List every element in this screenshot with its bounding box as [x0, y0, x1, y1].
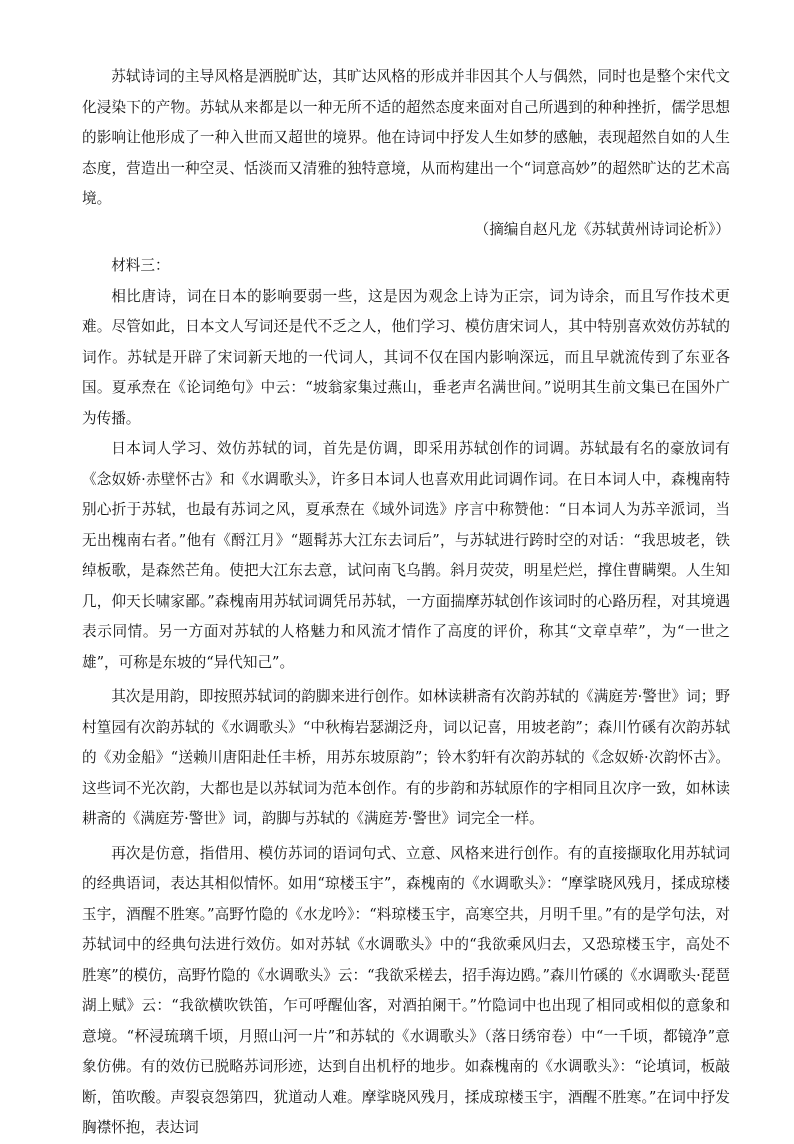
- document-page: [82, 62, 730, 1144]
- source-citation: （摘编自赵凡龙《苏轼黄州诗词论析》）: [474, 220, 730, 238]
- paragraph-imitate-meaning: 再次是仿意，指借用、模仿苏词的语词句式、立意、风格来进行创作。有的直接撷取化用苏轼词的经典语词，表达其相似情怀。如用“琼楼玉宇”，森槐南的《水调歌头》：“摩挲晓风残月，揉成琼楼玉宇，酒醒不胜寒。”高野竹隐的《水龙吟》：“料琼楼玉宇，高寒空共，月明千里。”有的是学句法，对苏轼词中的经典句法进行效仿。如对苏轼《水调歌头》中的“我欲乘风归去，又恐琼楼玉宇，高处不胜寒”的模仿，高野竹隐的《水调歌头》云：“我欲采槎去，招手海边鸥。”森川竹磎的《水调歌头·琵琶湖上赋》云：“我欲横吹铁笛，乍可呼醒仙客，对酒拍阑干。”竹隐词中也出现了相同或相似的意象和意境。“杯浸琉璃千顷，月照山河一片”和苏轼的《水调歌头》（落日绣帘卷）中“一千顷，都镜净”意象仿佛。有的效仿已脱略苏词形迹，达到自出机杼的地步。如森槐南的《水调歌头》：“论填词，板敲断，笛吹酸。声裂哀怨第四，犹道动人难。摩挲晓风残月，揉成琼楼玉宇，酒醒不胜寒。”在词中抒发胸襟怀抱，表达词: [82, 844, 730, 1136]
- paragraph-su-shi-style: 苏轼诗词的主导风格是洒脱旷达，其旷达风格的形成并非因其个人与偶然，同时也是整个宋代文化浸染下的产物。苏轼从来都是以一种无所不适的超然态度来面对自己所遇到的种种挫折，儒学思想的影响让他形成了一种入世而又超世的境界。他在诗词中抒发人生如梦的感触，表现超然自如的人生态度，营造出一种空灵、恬淡而又清雅的独特意境，从而构建出一个“词意高妙”的超然旷达的艺术高境。: [82, 68, 730, 207]
- section-heading: 材料三：: [111, 257, 170, 274]
- paragraph-influence-japan: 相比唐诗，词在日本的影响要弱一些，这是因为观念上诗为正宗，词为诗余，而且写作技术更难。尽管如此，日本文人写词还是代不乏之人，他们学习、模仿唐宋词人，其中特别喜欢效仿苏轼的词作。苏轼是开辟了宋词新天地的一代词人，其词不仅在国内影响深远，而且早就流传到了东亚各国。夏承焘在《论词绝句》中云：“坡翁家集过燕山，垂老声名满世间。”说明其生前文集已在国外广为传播。: [82, 287, 730, 427]
- paragraph-use-rhyme: 其次是用韵，即按照苏轼词的韵脚来进行创作。如林读耕斋有次韵苏轼的《满庭芳·警世》词；野村篁园有次韵苏轼的《水调歌头》“中秋梅岩瑟湖泛舟，词以记喜，用坡老韵”；森川竹磎有次韵苏轼的《劝金船》“送赖川唐阳赴任丰桥，用苏东坡原韵”；铃木豹轩有次韵苏轼的《念奴娇·次韵怀古》。这些词不光次韵，大都也是以苏轼词为范本创作。有的步韵和苏轼原作的字相同且次序一致，如林读耕斋的《满庭芳·警世》词，韵脚与苏轼的《满庭芳·警世》词完全一样。: [82, 688, 730, 827]
- paragraph-imitate-tune: 日本词人学习、效仿苏轼的词，首先是仿调，即采用苏轼创作的词调。苏轼最有名的豪放词有《念奴娇·赤壁怀古》和《水调歌头》，许多日本词人也喜欢用此词调作词。在日本词人中，森槐南特别心折于苏轼，也最有苏词之风，夏承焘在《域外词选》序言中称赞他：“日本词人为苏辛派词，当无出槐南右者。”他有《酹江月》“题髯苏大江东去词后”，与苏轼进行跨时空的对话：“我思坡老，铁绰板歌，是森然芒角。使把大江东去意，试问南飞乌鹊。斜月荧荧，明星烂烂，撑住曹瞒槊。人生知几，仰天长啸家鄙。”森槐南用苏轼词调凭吊苏轼，一方面揣摩苏轼创作该词时的心路历程，对其境遇表示同情。另一方面对苏轼的人格魅力和风流才情作了高度的评价，称其“文章卓荦”，为“一世之雄”，可称是东坡的“异代知己”。: [82, 440, 731, 671]
